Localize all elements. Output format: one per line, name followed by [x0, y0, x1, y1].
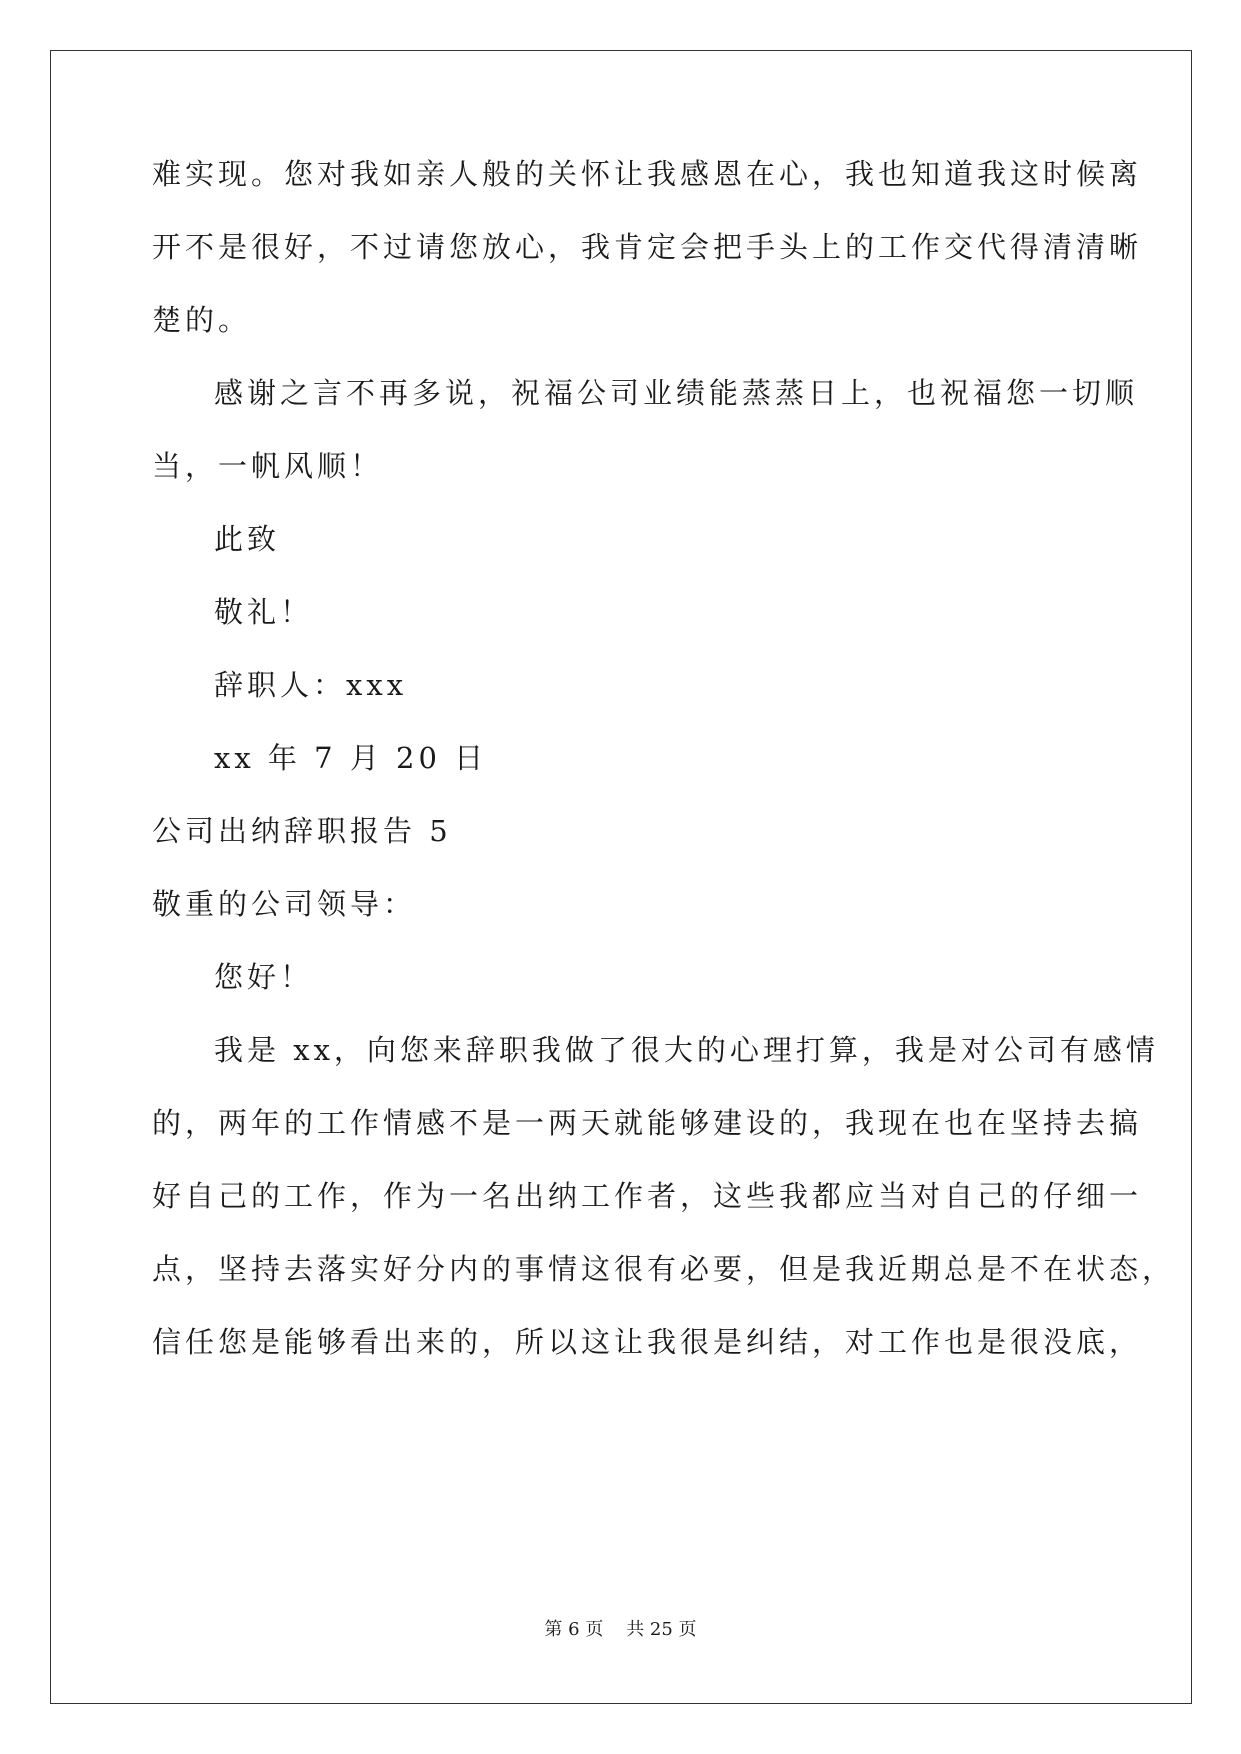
paragraph-line: 点，坚持去落实好分内的事情这很有必要，但是我近期总是不在状态， — [152, 1252, 1176, 1286]
page-border — [50, 50, 1192, 1704]
paragraph-line: 信任您是能够看出来的，所以这让我很是纠结，对工作也是很没底， — [152, 1325, 1143, 1359]
section-title: 公司出纳辞职报告 5 — [152, 814, 452, 848]
date-line: xx 年 7 月 20 日 — [214, 741, 488, 775]
closing-regards: 敬礼！ — [214, 595, 314, 629]
closing-salutation: 此致 — [214, 522, 281, 556]
letter-greeting: 敬重的公司领导： — [152, 887, 417, 921]
paragraph-line: 感谢之言不再多说，祝福公司业绩能蒸蒸日上，也祝福您一切顺 — [214, 376, 1139, 410]
paragraph-line: 开不是很好，不过请您放心，我肯定会把手头上的工作交代得清清晰 — [152, 230, 1143, 264]
signature-line: 辞职人：xxx — [214, 668, 408, 702]
paragraph-line: 当，一帆风顺！ — [152, 449, 384, 483]
letter-hello: 您好！ — [214, 960, 314, 994]
paragraph-line: 我是 xx，向您来辞职我做了很大的心理打算，我是对公司有感情 — [214, 1033, 1159, 1067]
paragraph-line: 难实现。您对我如亲人般的关怀让我感恩在心，我也知道我这时候离 — [152, 157, 1143, 191]
paragraph-line: 的，两年的工作情感不是一两天就能够建设的，我现在也在坚持去搞 — [152, 1106, 1143, 1140]
paragraph-line: 好自己的工作，作为一名出纳工作者，这些我都应当对自己的仔细一 — [152, 1179, 1143, 1213]
paragraph-line: 楚的。 — [152, 303, 252, 337]
page-footer: 第 6 页 共 25 页 — [544, 1619, 697, 1640]
